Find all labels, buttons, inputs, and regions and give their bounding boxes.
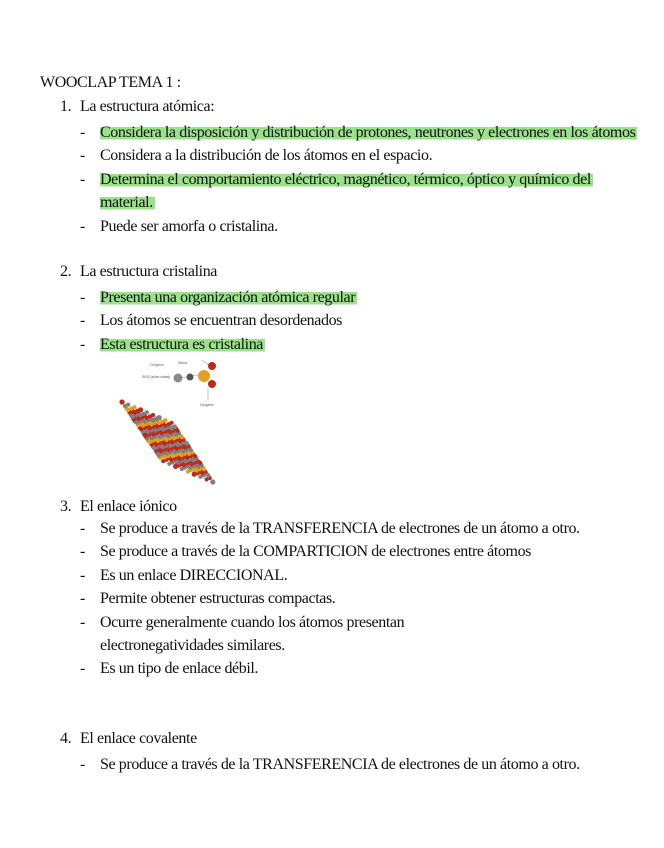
section-number: 2. bbox=[60, 263, 72, 280]
document-title: WOOCLAP TEMA 1 : bbox=[40, 74, 181, 91]
section-number: 4. bbox=[60, 730, 72, 747]
list-item: - Presenta una organización atómica regular bbox=[80, 289, 356, 306]
highlighted-text: Determina el comportamiento eléctrico, magnético, térmico, óptico y químico del material. bbox=[100, 170, 591, 212]
lattice-atom bbox=[123, 404, 127, 408]
item-text: Se produce a través de la COMPARTICION de electrones entre átomos bbox=[100, 543, 531, 561]
lattice-atom bbox=[135, 421, 139, 425]
lattice-atom bbox=[163, 424, 167, 428]
list-item: - Considera la disposición y distribución de protones, neutrones y electrones en los átomos bbox=[80, 124, 636, 141]
lattice-atom bbox=[205, 477, 209, 481]
lattice-atom bbox=[202, 467, 206, 471]
lattice-atom bbox=[189, 448, 193, 452]
lattice-atom bbox=[143, 420, 147, 424]
molecule-diagram bbox=[142, 360, 216, 407]
item-text: Permite obtener estructuras compactas. bbox=[100, 590, 336, 608]
lattice-atom bbox=[156, 439, 160, 443]
crystal-lattice bbox=[119, 399, 215, 484]
lattice-atom bbox=[148, 440, 152, 444]
figure-label: Silicio bbox=[178, 361, 188, 365]
lattice-atom bbox=[157, 421, 161, 425]
item-text: Los átomos se encuentran desordenados bbox=[100, 312, 343, 330]
lattice-atom bbox=[167, 462, 171, 466]
lattice-atom bbox=[139, 427, 143, 431]
list-item: - Es un enlace DIRECCIONAL. bbox=[80, 566, 288, 584]
bullet-list bbox=[80, 753, 640, 776]
section-number: 1. bbox=[60, 98, 72, 115]
lattice-atom bbox=[186, 470, 190, 474]
list-item: - Se produce a través de la TRANSFERENCIA de electrones de un átomo a otro. bbox=[80, 756, 580, 773]
lattice-atom bbox=[200, 471, 204, 475]
list-item: - Determina el comportamiento eléctrico, magnético, térmico, óptico y químico del material. bbox=[80, 170, 591, 212]
lattice-atom bbox=[156, 452, 161, 457]
item-text: Es un tipo de enlace débil. bbox=[100, 660, 259, 678]
section-heading bbox=[60, 498, 177, 516]
lattice-atom bbox=[193, 454, 197, 458]
bullet-list bbox=[80, 517, 640, 681]
section-number: 3. bbox=[60, 498, 72, 515]
lattice-atom bbox=[180, 467, 184, 471]
lattice-atom bbox=[191, 458, 195, 462]
lattice-atom bbox=[172, 436, 176, 440]
section-title: La estructura atómica: bbox=[80, 98, 215, 115]
lattice-atom bbox=[174, 433, 178, 437]
list-item: - Considera a la distribución de los átomos en el espacio. bbox=[80, 147, 433, 165]
list-item: - Permite obtener estructuras compactas. bbox=[80, 590, 336, 608]
lattice-atom bbox=[180, 435, 184, 439]
lattice-atom bbox=[145, 416, 149, 420]
lattice-atom bbox=[126, 408, 130, 412]
section-heading bbox=[60, 263, 217, 281]
highlighted-text: Esta estructura es cristalina bbox=[100, 335, 263, 353]
figure-label: SiO2 (sílice cristal) bbox=[142, 375, 171, 379]
lattice-atom bbox=[163, 455, 167, 459]
lattice-atom bbox=[176, 429, 180, 433]
lattice-atom bbox=[187, 452, 191, 456]
lattice-atom bbox=[155, 425, 159, 429]
lattice-atom bbox=[160, 431, 164, 435]
lattice-atom bbox=[130, 414, 135, 419]
list-item: - Esta estructura es cristalina bbox=[80, 335, 263, 353]
lattice-atom bbox=[178, 439, 182, 443]
lattice-atom bbox=[167, 448, 171, 452]
crystal-structure-illustration bbox=[112, 356, 232, 486]
lattice-atom bbox=[141, 423, 145, 427]
item-text: Puede ser amorfa o cristalina. bbox=[100, 217, 278, 235]
lattice-atom bbox=[138, 413, 142, 417]
lattice-atom bbox=[170, 440, 174, 444]
item-text: Considera a la distribución de los átomos en el espacio. bbox=[100, 147, 433, 165]
item-text: Se produce a través de la TRANSFERENCIA de electrones de un átomo a otro. bbox=[100, 756, 580, 773]
lattice-atom bbox=[168, 444, 172, 448]
list-item: - Se produce a través de la TRANSFERENCIA de electrones de un átomo a otro. bbox=[80, 520, 580, 537]
bullet-list bbox=[80, 121, 640, 238]
bullet-list bbox=[80, 286, 640, 356]
section-heading bbox=[60, 98, 214, 116]
lattice-atom bbox=[152, 446, 156, 450]
list-item: - Ocurre generalmente cuando los átomos presentan electronegatividades similares. bbox=[80, 613, 405, 655]
lattice-atom bbox=[137, 417, 141, 421]
list-item: - Se produce a través de la COMPARTICION de electrones entre átomos bbox=[80, 543, 531, 561]
lattice-atom bbox=[150, 436, 154, 440]
item-text: Ocurre generalmente cuando los átomos presentan electronegatividades similares. bbox=[100, 613, 405, 655]
figure-label: Oxígeno bbox=[200, 403, 214, 407]
lattice-atom bbox=[175, 447, 179, 451]
item-text: Se produce a través de la TRANSFERENCIA de electrones de un átomo a otro. bbox=[100, 520, 580, 537]
lattice-atom bbox=[169, 458, 173, 462]
lattice-atom bbox=[188, 466, 192, 470]
lattice-atom bbox=[152, 432, 156, 436]
lattice-atom bbox=[176, 443, 180, 447]
lattice-atom bbox=[210, 479, 215, 484]
lattice-atom bbox=[192, 472, 197, 477]
lattice-atom bbox=[173, 464, 178, 469]
lattice-atom bbox=[143, 433, 148, 438]
figure-label: Oxígeno bbox=[150, 363, 164, 367]
lattice-atom bbox=[182, 463, 186, 467]
lattice-atom bbox=[171, 454, 175, 458]
section-heading bbox=[60, 730, 197, 748]
item-text: Es un enlace DIRECCIONAL. bbox=[100, 566, 288, 584]
list-item: - Los átomos se encuentran desordenados bbox=[80, 312, 343, 330]
section-title: La estructura cristalina bbox=[80, 263, 217, 280]
lattice-atom bbox=[198, 475, 202, 479]
list-item: - Puede ser amorfa o cristalina. bbox=[80, 217, 278, 235]
lattice-atom bbox=[158, 435, 162, 439]
section-title: El enlace covalente bbox=[80, 730, 197, 747]
lattice-atom bbox=[161, 459, 165, 463]
section-title: El enlace iónico bbox=[80, 498, 177, 515]
highlighted-text: Presenta una organización atómica regular bbox=[100, 289, 356, 306]
lattice-atom bbox=[190, 462, 194, 466]
lattice-atom bbox=[183, 459, 187, 463]
lattice-atom bbox=[153, 429, 157, 433]
highlighted-text: Considera la disposición y distribución de protones, neutrones y electrones en los átomos bbox=[100, 124, 636, 141]
lattice-atom bbox=[119, 399, 124, 404]
lattice-atom bbox=[185, 456, 189, 460]
lattice-atom bbox=[206, 474, 210, 478]
lattice-atom bbox=[173, 450, 177, 454]
lattice-atom bbox=[161, 427, 165, 431]
lattice-atom bbox=[165, 452, 169, 456]
list-item: - Es un tipo de enlace débil. bbox=[80, 660, 259, 678]
lattice-atom bbox=[154, 443, 158, 447]
